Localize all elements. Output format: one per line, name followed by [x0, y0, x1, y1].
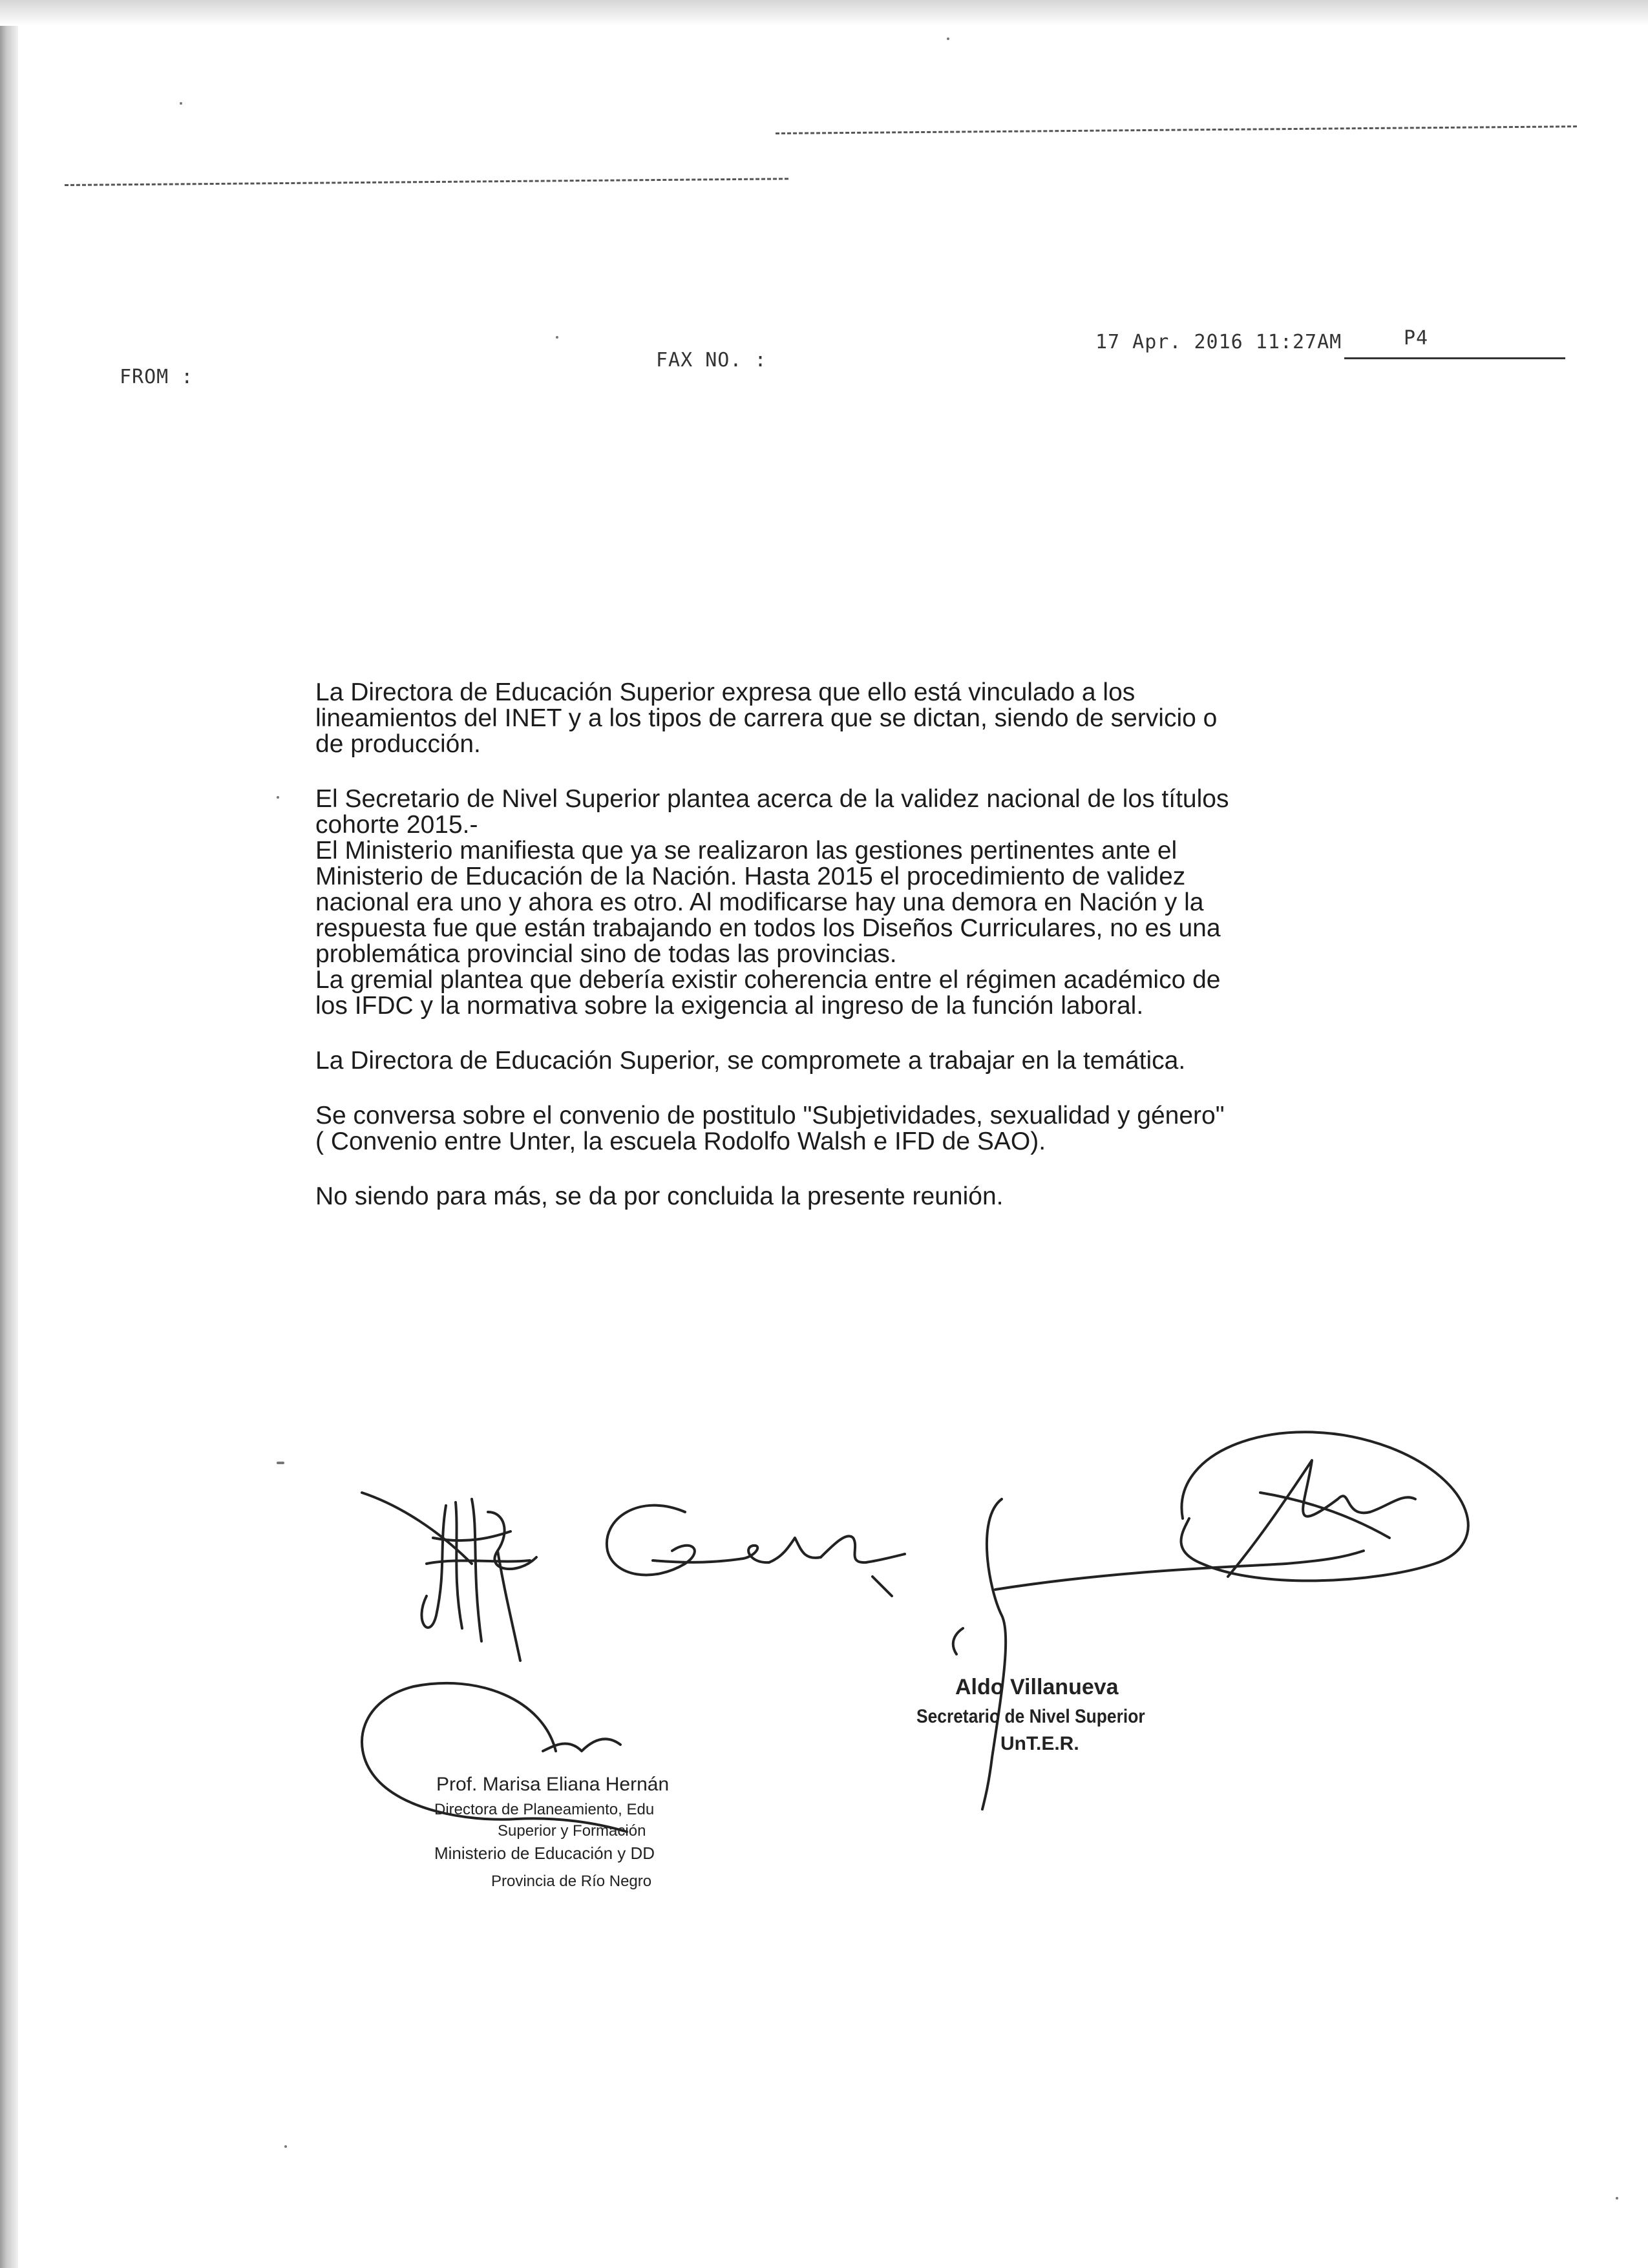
scan-page-edge — [0, 0, 18, 2268]
fax-dashed-line-lower — [65, 178, 788, 186]
text-line: de producción. — [315, 730, 481, 758]
scan-speck — [556, 336, 558, 339]
scan-speck — [180, 102, 182, 105]
stamp-left-position: Directora de Planeamiento, Edu — [434, 1801, 655, 1818]
text-line: lineamientos del INET y a los tipos de carrera que se dictan, siendo de servicio o — [315, 704, 1218, 732]
text-line: La Directora de Educación Superior, se compromete a trabajar en la temática. — [315, 1047, 1186, 1075]
fax-dashed-line-upper — [776, 125, 1577, 134]
text-line: La Directora de Educación Superior expresa que ello está vinculado a los — [315, 678, 1136, 706]
paragraph-convenio-postitulo — [315, 1103, 1414, 1155]
text-line: problemática provincial sino de todas las provincias. — [315, 940, 897, 968]
stamp-right-org: UnT.E.R. — [1000, 1733, 1079, 1754]
text-line: La gremial plantea que debería existir coherencia entre el régimen académico de — [315, 966, 1221, 994]
scan-speck — [277, 796, 279, 799]
text-line: ( Convenio entre Unter, la escuela Rodolfo Walsh e IFD de SAO). — [315, 1128, 1046, 1155]
text-line: No siendo para más, se da por concluida la presente reunión. — [315, 1182, 1004, 1210]
signature-2 — [588, 1486, 911, 1615]
paragraph-educacion-superior — [315, 680, 1414, 757]
fax-header-underline — [1344, 357, 1565, 359]
stamp-right-name: Aldo Villanueva — [955, 1675, 1119, 1699]
scan-speck — [947, 37, 949, 40]
stamp-left-ministry: Ministerio de Educación y DD — [434, 1843, 655, 1863]
fax-number-label: FAX NO. : — [656, 349, 767, 372]
signature-3 — [924, 1422, 1493, 1822]
paragraph-validez-nacional — [315, 786, 1414, 1019]
meeting-minutes-body — [315, 680, 1414, 1210]
text-line: El Secretario de Nivel Superior plantea acerca de la validez nacional de los títulos — [315, 785, 1229, 813]
stamp-left-province: Provincia de Río Negro — [491, 1873, 652, 1890]
text-line: Se conversa sobre el convenio de postitulo "Subjetividades, sexualidad y género" — [315, 1102, 1225, 1129]
fax-timestamp: 17 Apr. 2016 11:27AM — [1095, 331, 1342, 353]
signature-1 — [349, 1467, 582, 1674]
text-line: nacional era uno y ahora es otro. Al modificarse hay una demora en Nación y la — [315, 888, 1204, 916]
scan-top-shade — [0, 0, 1648, 26]
fax-page-number: P4 — [1404, 327, 1429, 350]
text-line: cohorte 2015.- — [315, 811, 478, 839]
text-line: los IFDC y la normativa sobre la exigencia al ingreso de la función laboral. — [315, 992, 1144, 1020]
text-line: El Ministerio manifiesta que ya se realizaron las gestiones pertinentes ante el — [315, 837, 1178, 865]
paragraph-compromiso — [315, 1048, 1414, 1074]
scan-speck — [277, 1462, 284, 1464]
scan-speck — [1616, 2197, 1618, 2200]
scan-speck — [284, 2145, 287, 2148]
text-line: Ministerio de Educación de la Nación. Hasta 2015 el procedimiento de validez — [315, 863, 1186, 890]
stamp-left-name: Prof. Marisa Eliana Hernán — [436, 1774, 670, 1795]
fax-from-label: FROM : — [120, 366, 194, 388]
paragraph-cierre — [315, 1184, 1414, 1210]
text-line: respuesta fue que están trabajando en todos los Diseños Curriculares, no es una — [315, 914, 1221, 942]
stamp-right-title: Secretario de Nivel Superior — [916, 1706, 1145, 1727]
stamp-left-area: Superior y Formación — [498, 1822, 646, 1840]
